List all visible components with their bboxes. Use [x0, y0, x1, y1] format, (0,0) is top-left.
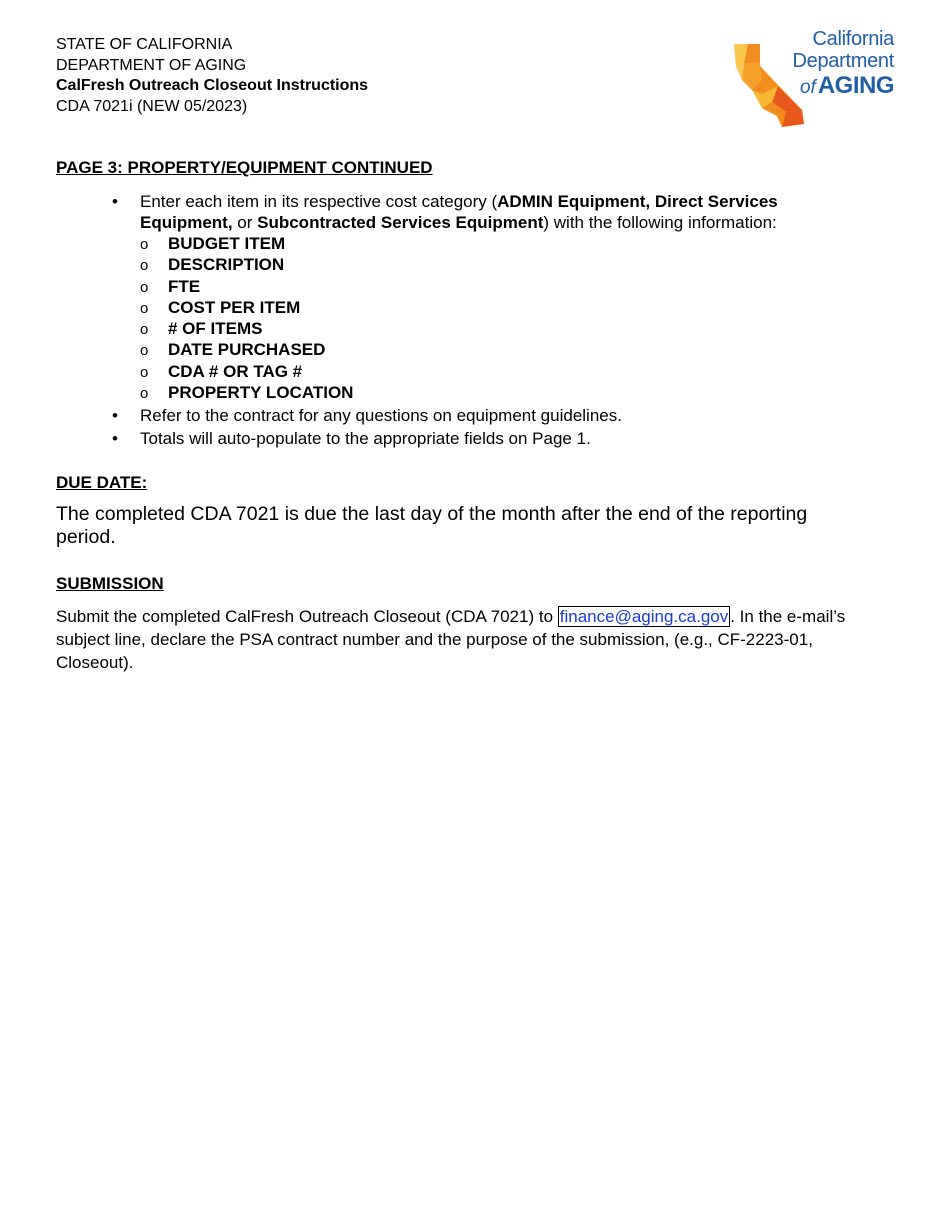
subitem-label: FTE	[168, 276, 201, 296]
bullet3-text: Totals will auto-populate to the appropriate fields on Page 1.	[140, 429, 591, 449]
logo-of: of	[799, 77, 816, 98]
list-item: o PROPERTY LOCATION	[140, 383, 354, 403]
bullet1-text-post: ) with the following information:	[543, 213, 777, 232]
logo-aging: AGING	[817, 72, 894, 99]
submission-heading: SUBMISSION	[56, 574, 164, 593]
submission-text	[56, 605, 886, 674]
subitem-label: # OF ITEMS	[168, 319, 263, 339]
subitem-label: DESCRIPTION	[168, 255, 285, 275]
bullet-dot: •	[112, 192, 118, 211]
submission-text-pre: Submit the completed CalFresh Outreach Closeout (CDA 7021) to	[56, 607, 558, 626]
instructions-list	[112, 191, 872, 449]
california-state-icon	[732, 28, 810, 132]
finance-email-link[interactable]: finance@aging.ca.gov	[559, 607, 729, 626]
bullet1-text-mid: or	[232, 213, 258, 232]
list-item	[112, 405, 872, 426]
bullet1-text-pre: Enter each item in its respective cost category (	[140, 192, 498, 211]
subitem-label: DATE PURCHASED	[168, 340, 326, 360]
logo-of-aging	[800, 72, 894, 100]
list-item: o BUDGET ITEM	[140, 234, 286, 253]
list-item: o FTE	[140, 276, 201, 296]
required-fields-list	[140, 233, 872, 403]
due-date-text: The completed CDA 7021 is due the last day of the month after the end of the reporting period.	[56, 503, 808, 548]
bullet2-text: Refer to the contract for any questions on equipment guidelines.	[140, 406, 622, 426]
list-item	[112, 191, 872, 403]
property-equipment-heading: PAGE 3: PROPERTY/EQUIPMENT CONTINUED	[56, 158, 433, 177]
list-item: o CDA # OR TAG #	[140, 361, 303, 381]
subitem-label: BUDGET ITEM	[168, 234, 286, 253]
state-line: STATE OF CALIFORNIA	[56, 36, 233, 53]
list-item: o DESCRIPTION	[140, 255, 285, 275]
bullet1-bold-subcontracted: Subcontracted Services Equipment	[257, 213, 544, 232]
bullet1-bold-categories: ADMIN Equipment, Direct Services Equipment,	[140, 192, 778, 232]
document-title: CalFresh Outreach Closeout Instructions	[56, 77, 369, 94]
submission-text-post: . In the e-mail’s subject line, declare the PSA contract number and the purpose of the submission, (e.g., CF-2223-01, Closeout).	[56, 607, 846, 672]
list-item: o DATE PURCHASED	[140, 340, 326, 360]
document-header	[56, 35, 368, 117]
list-item: o COST PER ITEM	[140, 297, 301, 317]
subitem-label: PROPERTY LOCATION	[168, 383, 354, 403]
form-number: CDA 7021i (NEW 05/2023)	[56, 97, 248, 115]
logo-department: Department	[792, 50, 894, 72]
subitem-label: COST PER ITEM	[168, 297, 301, 317]
due-date-heading: DUE DATE:	[56, 473, 148, 492]
bullet-dot: •	[112, 406, 118, 426]
department-line: DEPARTMENT OF AGING	[56, 56, 247, 74]
cda-logo	[732, 28, 902, 132]
bullet-dot: •	[112, 429, 118, 449]
logo-california: California	[812, 28, 894, 50]
list-item: o # OF ITEMS	[140, 319, 263, 339]
list-item	[112, 428, 872, 449]
subitem-label: CDA # OR TAG #	[168, 361, 303, 381]
